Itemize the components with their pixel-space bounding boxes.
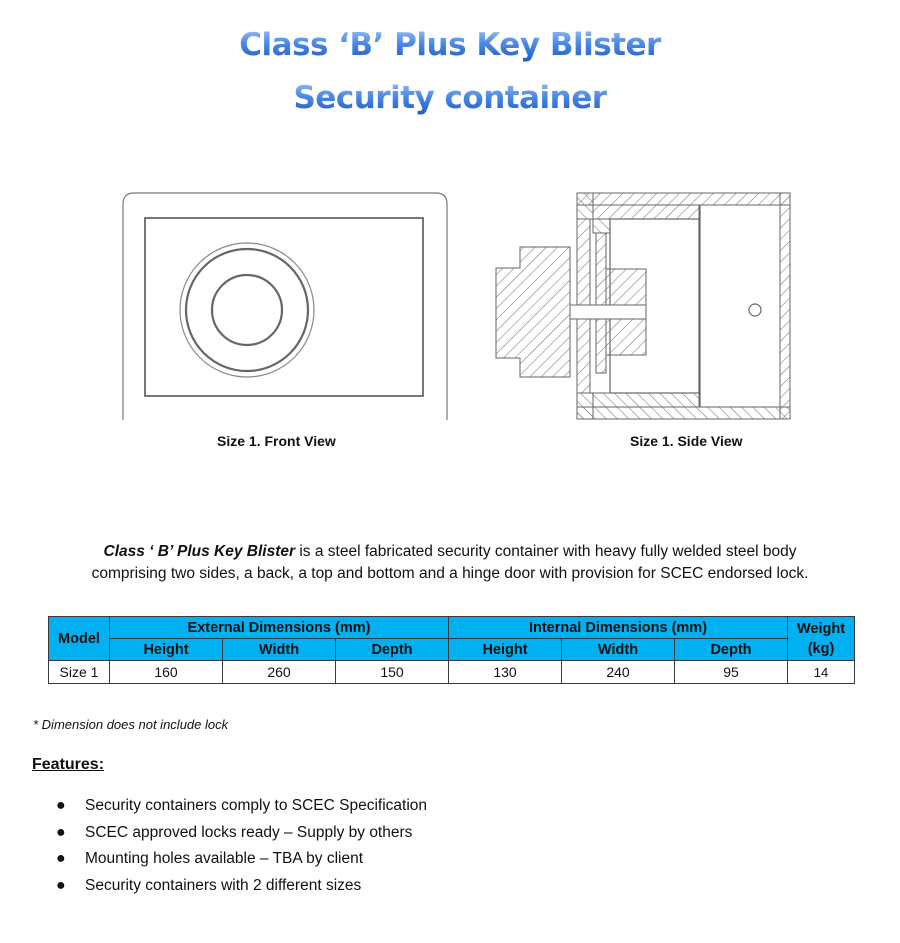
- feature-text: Security containers with 2 different sizes: [85, 876, 362, 894]
- list-item: [56, 795, 427, 822]
- bullet-icon: ●: [56, 850, 66, 867]
- feature-text: Security containers comply to SCEC Specification: [85, 797, 428, 814]
- cell-model: Size 1: [49, 661, 110, 684]
- header-int-depth: Depth: [675, 639, 788, 661]
- features-list: [56, 795, 427, 901]
- feature-text: SCEC approved locks ready – Supply by others: [85, 823, 413, 841]
- dimensions-table: [48, 616, 855, 684]
- cell-ext-width: 260: [223, 661, 336, 684]
- description-line-1: is a steel fabricated security container with heavy fully welded steel body: [295, 543, 797, 560]
- header-weight-line1: Weight: [796, 620, 846, 637]
- header-ext-height: Height: [110, 639, 223, 661]
- product-description: [0, 541, 900, 585]
- front-view-drawing: [120, 190, 450, 422]
- side-view-drawing: [490, 190, 796, 422]
- header-ext-width: Width: [223, 639, 336, 661]
- bullet-icon: ●: [56, 797, 66, 814]
- bullet-icon: ●: [56, 876, 66, 894]
- list-item: [56, 848, 427, 875]
- cell-ext-height: 160: [110, 661, 223, 684]
- bullet-icon: ●: [56, 823, 66, 841]
- header-internal-dimensions: Internal Dimensions (mm): [449, 617, 788, 639]
- product-name: Class ‘ B’ Plus Key Blister: [103, 543, 296, 560]
- cell-int-width: 240: [562, 661, 675, 684]
- list-item: [56, 875, 427, 902]
- cell-ext-depth: 150: [336, 661, 449, 684]
- header-weight: [788, 617, 855, 661]
- side-view-caption: Size 1. Side View: [630, 433, 743, 449]
- cell-weight: 14: [788, 661, 855, 684]
- header-weight-line2: (kg): [807, 640, 835, 657]
- dimension-note: * Dimension does not include lock: [33, 717, 229, 732]
- cell-int-height: 130: [449, 661, 562, 684]
- description-line-2: comprising two sides, a back, a top and bottom and a hinge door with provision for SCEC endorsed lock.: [91, 565, 809, 582]
- table-row: [49, 661, 855, 684]
- header-ext-depth: Depth: [336, 639, 449, 661]
- document-title-line-2: Security container: [0, 80, 900, 116]
- header-int-height: Height: [449, 639, 562, 661]
- cell-int-depth: 95: [675, 661, 788, 684]
- header-model: Model: [49, 617, 110, 661]
- document-title-line-1: Class ‘B’ Plus Key Blister: [0, 27, 900, 63]
- header-external-dimensions: External Dimensions (mm): [110, 617, 449, 639]
- front-view-caption: Size 1. Front View: [217, 433, 336, 449]
- features-heading: Features:: [32, 756, 105, 773]
- feature-text: Mounting holes available – TBA by client: [85, 850, 364, 867]
- header-int-width: Width: [562, 639, 675, 661]
- list-item: [56, 822, 427, 849]
